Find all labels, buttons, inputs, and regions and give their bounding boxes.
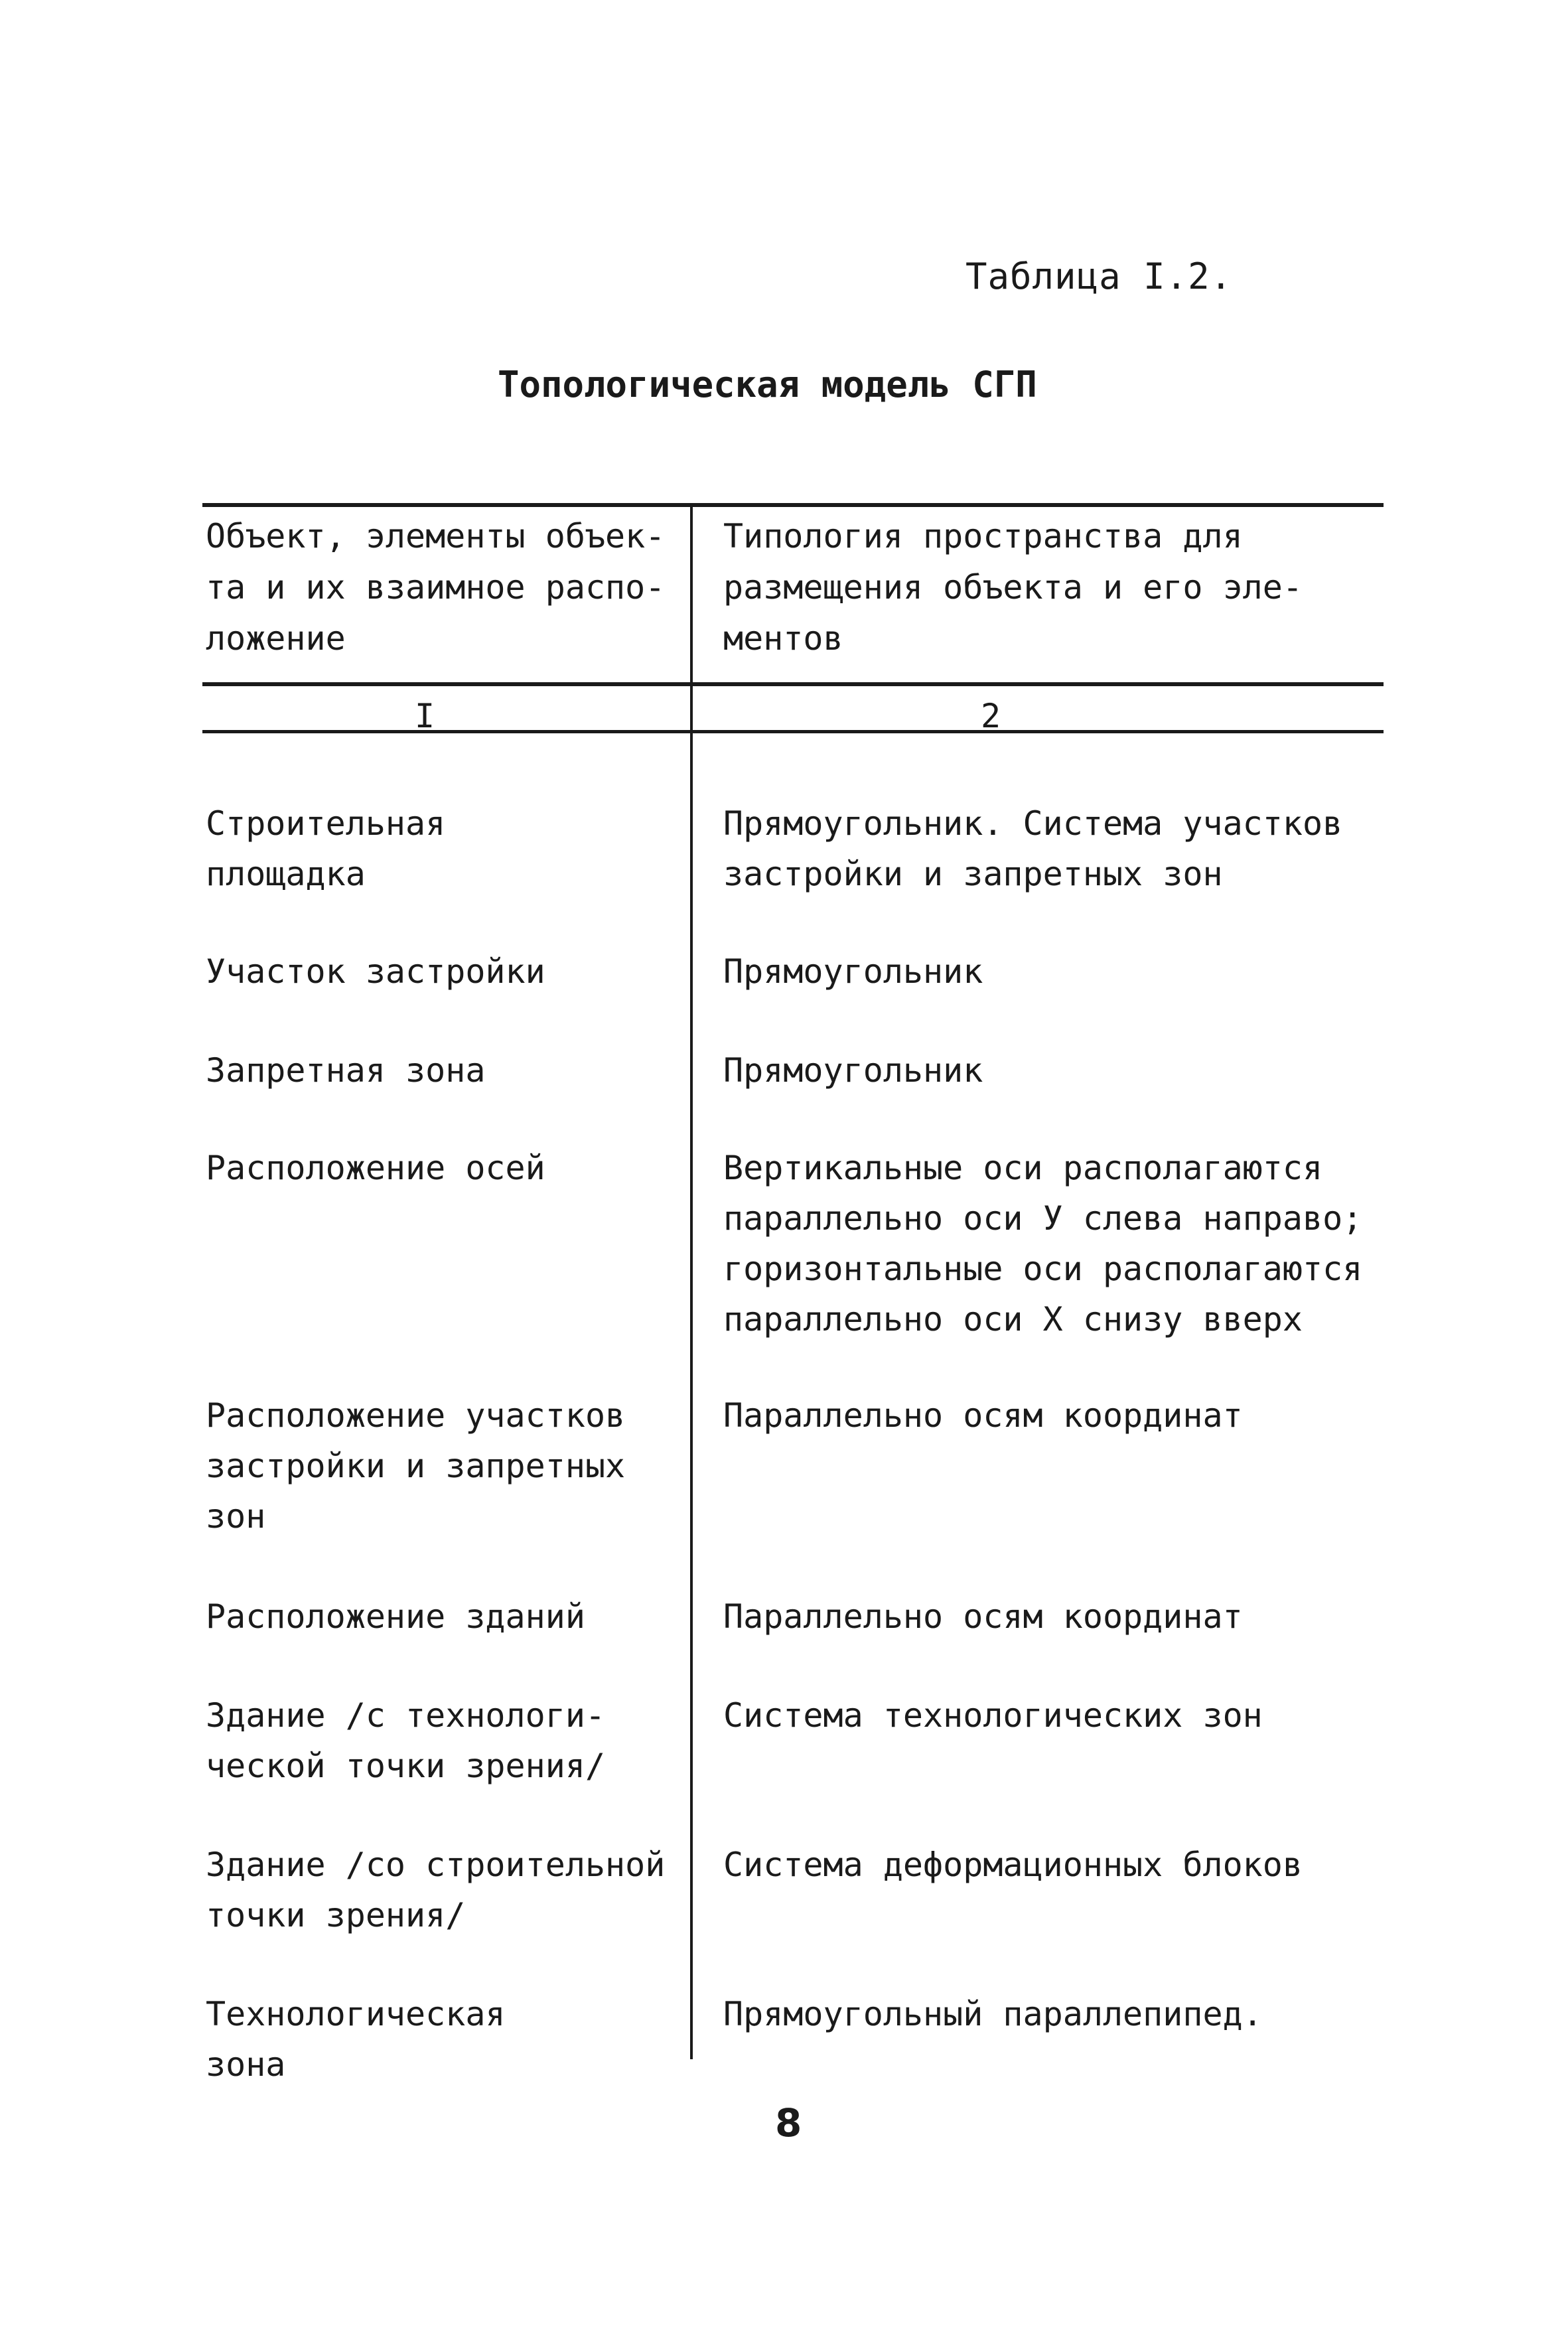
row-topology: Прямоугольник. Система участков застройки и запретных зон [723,804,1343,893]
column-number-2: 2 [981,697,1001,735]
column-number-rule [202,730,1384,733]
row-topology: Параллельно осям координат [723,1396,1243,1435]
row-topology: Прямоугольник [723,952,983,991]
column-divider [690,503,693,2059]
table-title: Топологическая модель СГП [498,364,1037,405]
row-object: Запретная зона [206,1051,486,1090]
row-topology: Прямоугольный параллепипед. [723,1995,1263,2033]
row-topology: Прямоугольник [723,1051,983,1090]
column-number-1: I [415,697,435,735]
row-object: Расположение зданий [206,1597,585,1636]
row-topology: Вертикальные оси располагаются параллельно оси У слева направо; горизонтальные оси располагаются параллельно оси X снизу вверх [723,1149,1363,1339]
row-object: Здание /с технологи- ческой точки зрения/ [206,1696,606,1785]
page-number: 8 [775,2100,802,2146]
row-object: Участок застройки [206,952,545,991]
row-topology: Система технологических зон [723,1696,1263,1735]
row-object: Здание /со строительной точки зрения/ [206,1846,666,1934]
header-col2: Типология пространства для размещения объекта и его эле- ментов [723,517,1303,658]
header-col1: Объект, элементы объек- та и их взаимное распо- ложение [206,517,666,658]
header-bottom-rule [202,682,1384,686]
row-object: Расположение осей [206,1149,545,1187]
row-topology: Параллельно осям координат [723,1597,1243,1636]
row-object: Расположение участков застройки и запретных зон [206,1396,626,1536]
row-object: Строительная площадка [206,804,446,893]
row-topology: Система деформационных блоков [723,1846,1303,1884]
table-label: Таблица I.2. [965,255,1233,297]
table-top-rule [202,503,1384,507]
row-object: Технологическая зона [206,1995,506,2084]
